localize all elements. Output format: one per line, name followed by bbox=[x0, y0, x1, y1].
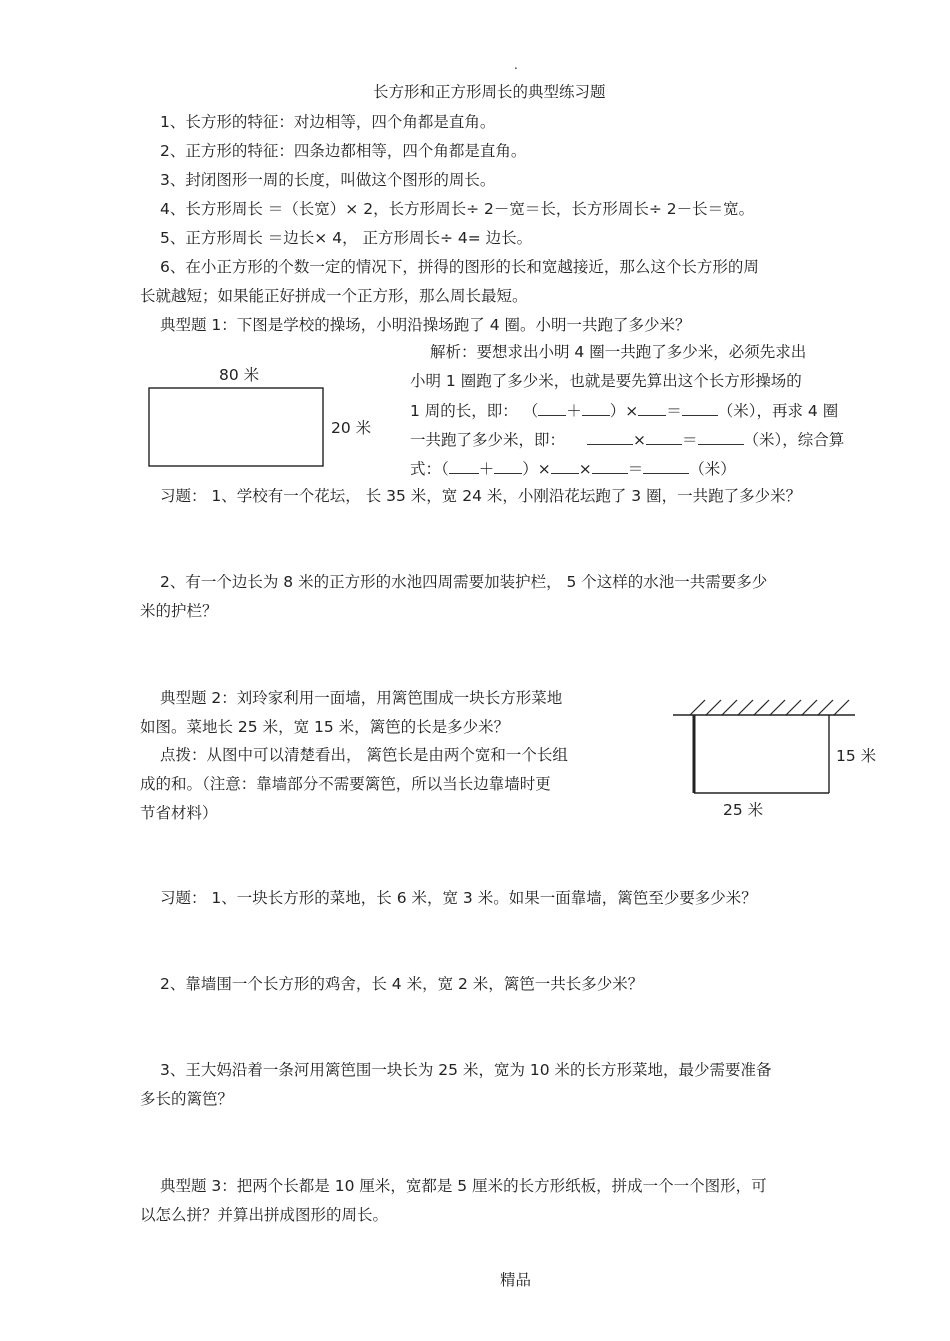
exercise-1-question-1: 习题： 1、学校有一个花坛， 长 35 米，宽 24 米，小刚沿花坛跑了 3 圈，一共跑了多少米？ bbox=[160, 487, 802, 505]
playground-length-label: 80 米 bbox=[219, 366, 260, 384]
exercise-2-question-3-line-1: 3、王大妈沿着一条河用篱笆围一块长为 25 米，宽为 10 米的长方形菜地，最少需要准备 bbox=[160, 1061, 772, 1079]
analysis-text: （米），综合算 bbox=[743, 431, 845, 449]
equals-sign: ＝ bbox=[682, 431, 698, 449]
playground-rectangle bbox=[149, 388, 323, 466]
exercise-2-question-2: 2、靠墙围一个长方形的鸡舍，长 4 米，宽 2 米，篱笆一共长多少米？ bbox=[160, 975, 644, 993]
page-footer: 精品 bbox=[500, 1271, 532, 1289]
answer-blank[interactable] bbox=[582, 400, 610, 416]
equals-sign: ＝ bbox=[666, 402, 682, 420]
header-dot: . bbox=[514, 58, 518, 72]
answer-blank[interactable] bbox=[587, 429, 633, 445]
answer-blank[interactable] bbox=[638, 400, 666, 416]
rule-6-line-2: 长就越短；如果能正好拼成一个正方形，那么周长最短。 bbox=[140, 287, 528, 305]
analysis-text: （米） bbox=[689, 460, 736, 478]
example-2-line-4: 成的和。（注意：靠墙部分不需要篱笆，所以当长边靠墙时更 bbox=[140, 775, 551, 793]
answer-blank[interactable] bbox=[698, 429, 744, 445]
answer-blank[interactable] bbox=[646, 429, 682, 445]
analysis-line-1: 解析：要想求出小明 4 圈一共跑了多少米，必须先求出 bbox=[430, 343, 807, 361]
analysis-text: 式：（ bbox=[410, 460, 449, 478]
analysis-text: 一共跑了多少米，即： bbox=[410, 431, 566, 449]
times-sign: × bbox=[633, 431, 647, 449]
page-title: 长方形和正方形周长的典型练习题 bbox=[373, 83, 606, 101]
garden-width-label: 15 米 bbox=[836, 747, 877, 765]
answer-blank[interactable] bbox=[494, 458, 522, 474]
analysis-line-3 bbox=[410, 400, 838, 421]
wall-hatching bbox=[690, 700, 849, 715]
plus-sign: ＋ bbox=[478, 460, 495, 478]
example-2-line-1: 典型题 2：刘玲家利用一面墙，用篱笆围成一块长方形菜地 bbox=[160, 689, 563, 707]
rule-4: 4、长方形周长 ＝（长宽）× 2，长方形周长÷ 2－宽＝长，长方形周长÷ 2－长＝宽。 bbox=[160, 200, 755, 218]
playground-width-label: 20 米 bbox=[331, 419, 372, 437]
plus-sign: ＋ bbox=[566, 402, 582, 420]
rule-2: 2、正方形的特征：四条边都相等，四个角都是直角。 bbox=[160, 142, 527, 160]
answer-blank[interactable] bbox=[643, 458, 689, 474]
times-sign: ）× bbox=[609, 402, 639, 420]
analysis-text: （米），再求 4 圈 bbox=[717, 402, 839, 420]
answer-blank[interactable] bbox=[551, 458, 579, 474]
times-sign: ）× bbox=[522, 460, 551, 478]
answer-blank[interactable] bbox=[449, 458, 479, 474]
example-3-line-1: 典型题 3：把两个长都是 10 厘米，宽都是 5 厘米的长方形纸板，拼成一个一个图形，可 bbox=[160, 1177, 767, 1195]
example-2-line-5: 节省材料） bbox=[140, 804, 218, 822]
exercise-1-question-2-line-2: 米的护栏？ bbox=[140, 602, 218, 620]
analysis-text: 1 周的长，即： （ bbox=[410, 402, 539, 420]
analysis-line-2: 小明 1 圈跑了多少米，也就是要先算出这个长方形操场的 bbox=[410, 372, 802, 390]
example-3-line-2: 以怎么拼？并算出拼成图形的周长。 bbox=[140, 1206, 389, 1224]
answer-blank[interactable] bbox=[682, 400, 718, 416]
times-sign: × bbox=[578, 460, 592, 478]
analysis-line-4 bbox=[410, 429, 844, 450]
exercise-1-question-2-line-1: 2、有一个边长为 8 米的正方形的水池四周需要加装护栏， 5 个这样的水池一共需要多少 bbox=[160, 573, 768, 591]
exercise-2-question-3-line-2: 多长的篱笆？ bbox=[140, 1090, 234, 1108]
answer-blank[interactable] bbox=[538, 400, 566, 416]
rule-3: 3、封闭图形一周的长度，叫做这个图形的周长。 bbox=[160, 171, 496, 189]
example-1-question: 典型题 1：下图是学校的操场，小明沿操场跑了 4 圈。小明一共跑了多少米？ bbox=[160, 316, 691, 334]
rule-5: 5、正方形周长 ＝边长× 4， 正方形周长÷ 4= 边长。 bbox=[160, 229, 533, 247]
exercise-2-question-1: 习题： 1、一块长方形的菜地，长 6 米，宽 3 米。如果一面靠墙，篱笆至少要多少米？ bbox=[160, 889, 757, 907]
example-2-line-3: 点拨：从图中可以清楚看出， 篱笆长是由两个宽和一个长组 bbox=[160, 746, 568, 764]
equals-sign: ＝ bbox=[627, 460, 644, 478]
rule-1: 1、长方形的特征：对边相等，四个角都是直角。 bbox=[160, 113, 496, 131]
example-2-line-2: 如图。菜地长 25 米，宽 15 米，篱笆的长是多少米？ bbox=[140, 718, 510, 736]
garden-length-label: 25 米 bbox=[723, 801, 764, 819]
analysis-line-5 bbox=[410, 458, 736, 479]
answer-blank[interactable] bbox=[592, 458, 628, 474]
rule-6-line-1: 6、在小正方形的个数一定的情况下，拼得的图形的长和宽越接近，那么这个长方形的周 bbox=[160, 258, 759, 276]
